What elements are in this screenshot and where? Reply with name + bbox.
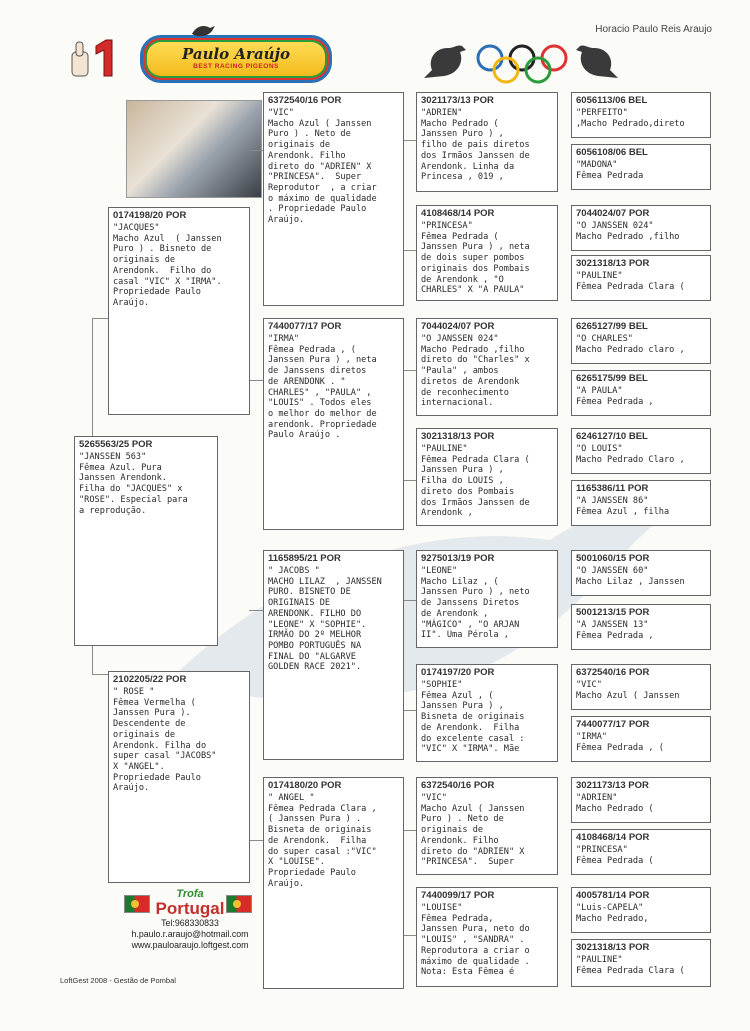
pedigree-great-grandparent-card (416, 550, 558, 648)
pigeon-description: "ADRIEN" Macho Pedrado ( Janssen Puro ) , filho de pais diretos dos Irmãos Janssen de Arendonk. Linha da Princesa , 019 , (421, 108, 530, 183)
pigeon-description: "SOPHIE" Fêmea Azul , ( Janssen Pura ) , Bisneta de originais de Arendonk. Filha do excelente casal : "VIC" X "IRMA". Mãe (421, 680, 525, 755)
pigeon-description: "PAULINE" Fêmea Pedrada Clara ( Janssen Pura ) , Filha do LOUIS , direto dos Pombais dos Irmãos Janssen de Arendonk , (421, 444, 530, 519)
pigeon-icon (420, 40, 470, 82)
ring-number: 3021318/13 POR (576, 942, 650, 953)
ring-number: 6372540/16 POR (576, 667, 650, 678)
pedigree-grandparent-card (263, 92, 404, 306)
ring-number: 9275013/19 POR (421, 553, 495, 564)
ring-number: 6265127/99 BEL (576, 321, 648, 332)
ring-number: 0174197/20 POR (421, 667, 495, 678)
pigeon-description: " ROSE " Fêmea Vermelha ( Janssen Pura ). Descendente de originais de Arendonk. Filha do super casal "JACOBS" X "ANGEL". Propriedade Paulo Araújo. (113, 687, 217, 794)
pedigree-ancestor-card (571, 144, 711, 190)
pedigree-ancestor-card (571, 370, 711, 416)
ring-number: 3021318/13 POR (421, 431, 495, 442)
ring-number: 4108468/14 POR (576, 832, 650, 843)
pedigree-ancestor-card (571, 664, 711, 710)
contact-country: Portugal (155, 899, 225, 918)
pigeon-description: "IRMA" Fêmea Pedrada , ( Janssen Pura ) , neta de Janssens diretos de ARENDONK . " CHARLES" , "PAULA" , "LOUIS" . Todos eles o melhor do melhor de arendonk. Propriedade Paulo Araújo . (268, 334, 377, 441)
pigeon-description: "O JANSSEN 024" Macho Pedrado ,filho direto do "Charles" x "Paula" , ambos diretos de Arendonk de reconhecimento internacional. (421, 334, 530, 409)
pigeon-description: "O JANSSEN 60" Macho Lilaz , Janssen (576, 566, 685, 587)
ring-number: 6372540/16 POR (268, 95, 342, 106)
pedigree-great-grandparent-card (416, 777, 558, 875)
ring-number: 3021173/13 POR (421, 95, 494, 106)
thumbs-up-number-one-icon (70, 38, 122, 80)
pigeon-description: "PAULINE" Fêmea Pedrada Clara ( (576, 955, 685, 976)
pigeon-description: "PAULINE" Fêmea Pedrada Clara ( (576, 271, 685, 292)
ring-number: 7440077/17 POR (576, 719, 650, 730)
pedigree-ancestor-card (571, 716, 711, 762)
ring-number: 0174198/20 POR (113, 210, 187, 221)
ring-number: 2102205/22 POR (113, 674, 187, 685)
ring-number: 1165895/21 POR (268, 553, 341, 564)
pedigree-great-grandparent-card (416, 428, 558, 526)
pedigree-ancestor-card (571, 939, 711, 987)
pigeon-description: "O LOUIS" Macho Pedrado Claro , (576, 444, 685, 465)
pedigree-ancestor-card (571, 887, 711, 933)
ring-number: 5265563/25 POR (79, 439, 153, 450)
pedigree-ancestor-card (571, 480, 711, 526)
pedigree-ancestor-card (571, 255, 711, 301)
ring-number: 5001060/15 POR (576, 553, 650, 564)
ring-number: 6265175/99 BEL (576, 373, 648, 384)
pedigree-ancestor-card (571, 428, 711, 474)
pedigree-great-grandparent-card (416, 318, 558, 416)
pedigree-ancestor-card (571, 604, 711, 650)
contact-website[interactable]: www.pauloaraujo.loftgest.com (131, 940, 249, 950)
pedigree-subject-card (74, 436, 218, 646)
pigeon-description: "JACQUES" Macho Azul ( Janssen Puro ) . Bisneto de originais de Arendonk. Filho do casal "VIC" X "IRMA". Propriedade Paulo Araújo. (113, 223, 222, 308)
pigeon-description: "A JANSSEN 86" Fêmea Azul , filha (576, 496, 670, 517)
pigeon-description: "LEONE" Macho Lilaz , ( Janssen Puro ) , neto de Janssens Diretos de Arendonk , "MÁGICO" , "O ARJAN II". Uma Pérola , (421, 566, 530, 641)
pedigree-ancestor-card (571, 318, 711, 364)
contact-block (120, 888, 260, 951)
pigeon-description: "JANSSEN 563" Fêmea Azul. Pura Janssen Arendonk. Filha do "JACQUES" x "ROSE". Especial para a reprodução. (79, 452, 188, 516)
contact-phone: Tel:968330833 (161, 918, 219, 928)
pigeon-description: "IRMA" Fêmea Pedrada , ( (576, 732, 664, 753)
ring-number: 6056113/06 BEL (576, 95, 648, 106)
pigeon-description: "LOUISE" Fêmea Pedrada, Janssen Pura, neto do "LOUIS" , "SANDRA" . Reprodutora a criar o máximo de qualidade . Nota: Esta Fêmea é (421, 903, 530, 978)
ring-number: 6246127/10 BEL (576, 431, 648, 442)
ring-number: 0174180/20 POR (268, 780, 342, 791)
pigeon-icon (572, 40, 622, 82)
ring-number: 3021318/13 POR (576, 258, 650, 269)
pedigree-ancestor-card (571, 777, 711, 823)
pigeon-description: "VIC" Macho Azul ( Janssen (576, 680, 680, 701)
pigeon-icon (190, 22, 216, 40)
ring-number: 4108468/14 POR (421, 208, 495, 219)
pigeon-description: "PRINCESA" Fêmea Pedrada ( (576, 845, 654, 866)
logo-tagline: BEST RACING PIGEONS (193, 63, 279, 70)
pedigree-great-grandparent-card (416, 664, 558, 762)
pedigree-ancestor-card (571, 550, 711, 596)
pedigree-grandparent-card (263, 550, 404, 760)
pedigree-ancestor-card (571, 92, 711, 138)
pigeon-description: "O CHARLES" Macho Pedrado claro , (576, 334, 685, 355)
pigeon-description: "MADONA" Fêmea Pedrada (576, 160, 644, 181)
pigeon-description: " JACOBS " MACHO LILAZ , JANSSEN PURO. BISNETO DE ORIGINAIS DE ARENDONK. FILHO DO "LEONE" X "SOPHIE". IRMÃO DO 2º MELHOR POMBO PORTUGUÊS NA FINAL DO "ALGARVE GOLDEN RACE 2021". (268, 566, 382, 673)
pigeon-description: "A JANSSEN 13" Fêmea Pedrada , (576, 620, 654, 641)
ring-number: 5001213/15 POR (576, 607, 650, 618)
ring-number: 3021173/13 POR (576, 780, 649, 791)
ring-number: 7440099/17 POR (421, 890, 495, 901)
ring-number: 7044024/07 POR (421, 321, 495, 332)
ring-number: 1165386/11 POR (576, 483, 649, 494)
pedigree-grandparent-card (263, 777, 404, 989)
pigeon-description: "PERFEITO" ,Macho Pedrado,direto (576, 108, 685, 129)
ring-number: 6372540/16 POR (421, 780, 495, 791)
pigeon-description: "O JANSSEN 024" Macho Pedrado ,filho (576, 221, 680, 242)
pigeon-description: "VIC" Macho Azul ( Janssen Puro ) . Neto de originais de Arendonk. Filho direto do "ADRIEN" X "PRINCESA". Super Reprodutor , a criar o máximo de qualidade . Propriedade Paulo Araújo. (268, 108, 377, 226)
pedigree-ancestor-card (571, 829, 711, 875)
pigeon-description: " ANGEL " Fêmea Pedrada Clara , ( Janssen Pura ) . Bisneta de originais de Arendonk. Filha do super casal :"VIC" X "LOUISE". Propriedade Paulo Araújo. (268, 793, 377, 889)
olympic-rings-icon (474, 42, 570, 86)
ring-number: 6056108/06 BEL (576, 147, 648, 158)
pigeon-description: "VIC" Macho Azul ( Janssen Puro ) . Neto de originais de Arendonk. Filho direto do "ADRIEN" X "PRINCESA". Super (421, 793, 525, 868)
pedigree-dam-card (108, 671, 250, 883)
contact-town: Trofa (176, 888, 204, 900)
contact-email[interactable]: h.paulo.r.araujo@hotmail.com (131, 929, 249, 939)
owner-name: Horacio Paulo Reis Araujo (595, 24, 712, 35)
pedigree-sire-card (108, 207, 250, 415)
ring-number: 7044024/07 POR (576, 208, 650, 219)
pedigree-great-grandparent-card (416, 205, 558, 301)
brand-logo (140, 35, 332, 83)
pedigree-ancestor-card (571, 205, 711, 251)
ring-number: 4005781/14 POR (576, 890, 650, 901)
pigeon-description: "ADRIEN" Macho Pedrado ( (576, 793, 654, 814)
pigeon-description: "A PAULA" Fêmea Pedrada , (576, 386, 654, 407)
pedigree-grandparent-card (263, 318, 404, 530)
logo-name: Paulo Araújo (181, 45, 291, 63)
footer-credit: LoftGest 2008 - Gestão de Pombal (60, 976, 176, 985)
pedigree-great-grandparent-card (416, 92, 558, 192)
ring-number: 7440077/17 POR (268, 321, 342, 332)
pigeon-description: "Luis-CAPELA" Macho Pedrado, (576, 903, 649, 924)
pedigree-great-grandparent-card (416, 887, 558, 987)
pigeon-description: "PRINCESA" Fêmea Pedrada ( Janssen Pura ) , neta de dois super pombos originais dos Pombais de Arendonk , "O CHARLES" X "A PAULA" (421, 221, 530, 296)
owner-photo (126, 100, 262, 198)
